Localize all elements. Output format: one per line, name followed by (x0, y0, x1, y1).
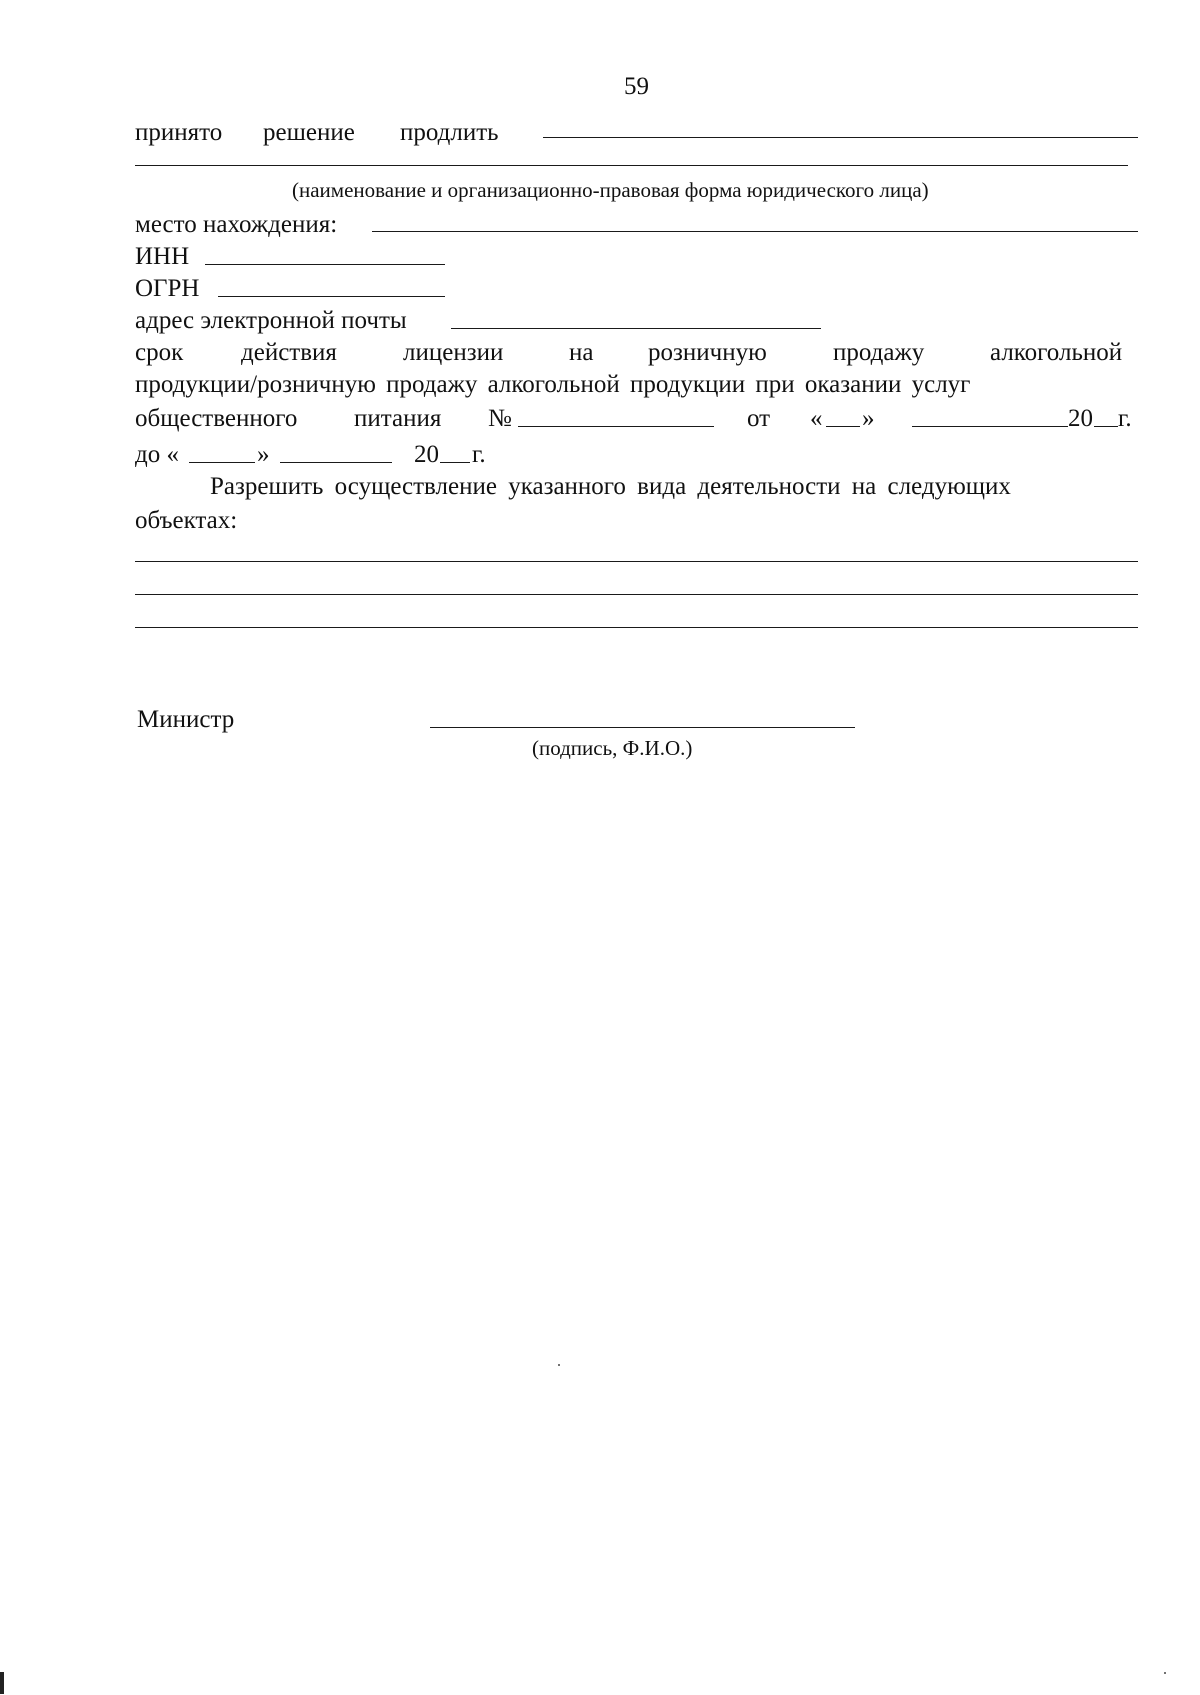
signatory-title: Министр (137, 706, 235, 733)
entity-name-field-line-1[interactable] (543, 137, 1138, 138)
signature-field-line[interactable] (430, 727, 855, 728)
scan-edge-mark (0, 1672, 4, 1694)
issue-month-field[interactable] (912, 426, 1068, 427)
issue-day-field[interactable] (826, 426, 860, 427)
object-field-line-3[interactable] (135, 627, 1138, 628)
object-field-line-1[interactable] (135, 561, 1138, 562)
term-word: продажу (833, 339, 925, 366)
scan-speck (1164, 1672, 1166, 1674)
term-word: питания (354, 405, 442, 432)
quote-close: » (862, 405, 875, 432)
issue-year-field[interactable] (1094, 426, 1118, 427)
term-word: срок (135, 339, 184, 366)
entity-caption: (наименование и организационно-правовая форма юридического лица) (292, 178, 929, 202)
term-word: действия (241, 339, 337, 366)
number-sign: № (488, 405, 512, 432)
object-field-line-2[interactable] (135, 594, 1138, 595)
ogrn-label: ОГРН (135, 275, 200, 302)
decision-word-1: принято (135, 119, 223, 146)
term-word: от (747, 405, 771, 432)
expiry-day-field[interactable] (189, 462, 255, 463)
permit-line-1: Разрешить осуществление указанного вида деятельности на следующих (210, 473, 1011, 500)
page-number: 59 (624, 73, 649, 100)
decision-word-2: решение (263, 119, 355, 146)
year-suffix: г. (1118, 405, 1132, 432)
location-label: место нахождения: (135, 211, 338, 238)
term-word: розничную (648, 339, 767, 366)
term-line-2: продукции/розничную продажу алкогольной продукции при оказании услуг (135, 371, 971, 398)
ogrn-field-line[interactable] (218, 296, 445, 297)
inn-label: ИНН (135, 243, 190, 270)
quote-open: « (810, 405, 823, 432)
year-suffix: г. (472, 441, 486, 468)
term-word: до « (135, 441, 179, 468)
quote-close: » (257, 441, 270, 468)
email-field-line[interactable] (451, 328, 821, 329)
expiry-month-field[interactable] (280, 462, 392, 463)
scan-speck (558, 1364, 560, 1366)
signature-caption: (подпись, Ф.И.О.) (532, 736, 693, 760)
decision-word-3: продлить (400, 119, 499, 146)
permit-line-2: объектах: (135, 507, 238, 534)
email-label: адрес электронной почты (135, 307, 407, 334)
term-word: алкогольной (990, 339, 1123, 366)
entity-name-field-line-2[interactable] (135, 165, 1128, 166)
year-prefix: 20 (414, 441, 439, 468)
term-word: лицензии (403, 339, 504, 366)
license-number-field[interactable] (518, 426, 714, 427)
term-word: общественного (135, 405, 298, 432)
year-prefix: 20 (1068, 405, 1093, 432)
expiry-year-field[interactable] (440, 462, 470, 463)
inn-field-line[interactable] (205, 264, 445, 265)
term-word: на (569, 339, 594, 366)
location-field-line[interactable] (372, 231, 1138, 232)
